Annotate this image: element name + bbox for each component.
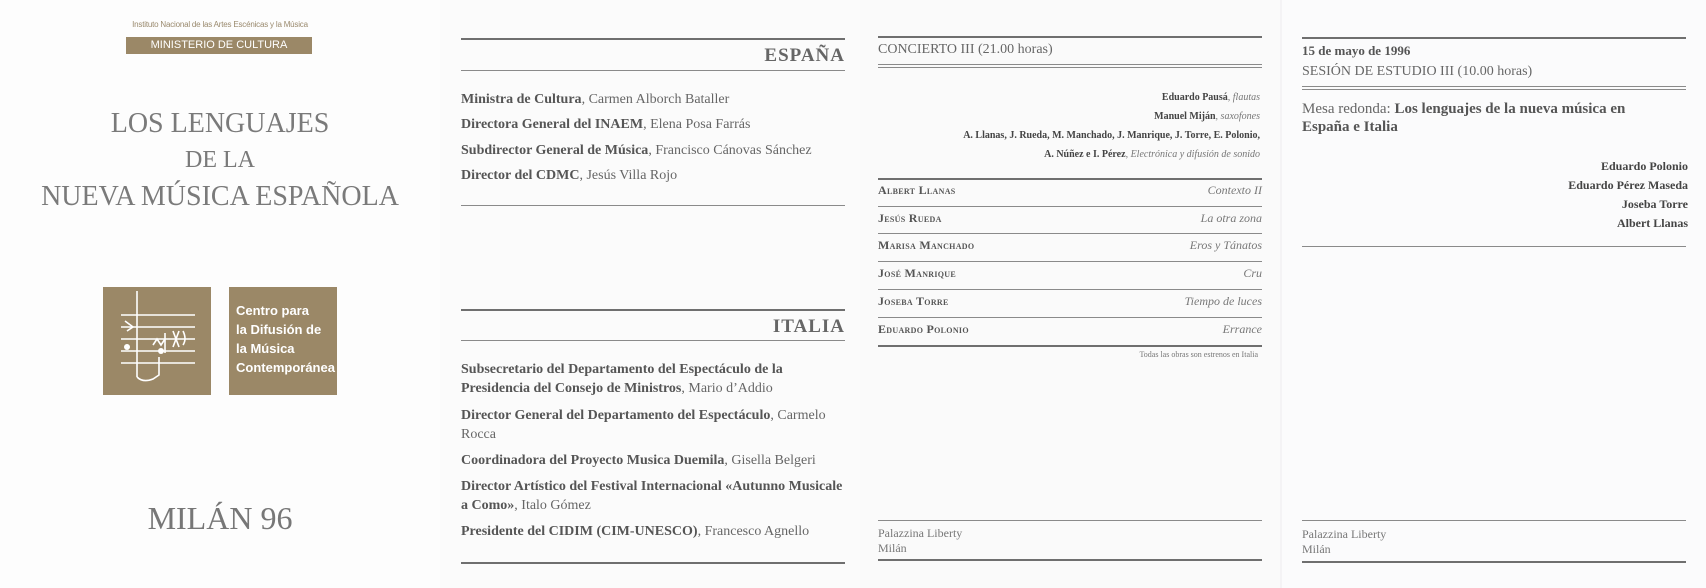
concert-title: CONCIERTO III (21.00 horas) <box>878 42 1053 57</box>
performer-role: , saxofones <box>1215 111 1260 122</box>
italy-entry-1 <box>461 360 851 398</box>
entry-role: Director General del Departamento del Espectáculo <box>461 408 771 423</box>
work-title: Errance <box>1222 322 1262 336</box>
spain-entry-2 <box>461 115 851 134</box>
divider <box>878 559 1262 561</box>
entry-role: Director del CDMC <box>461 168 580 183</box>
entry-name: , Carmen Alborch Bataller <box>581 92 730 107</box>
performer-4 <box>1044 145 1260 164</box>
roundtable <box>1302 100 1632 136</box>
entry-name: , Mario d’Addio <box>681 381 773 396</box>
composer-name: José Manrique <box>878 266 957 280</box>
cover-panel <box>0 0 440 588</box>
performer-name: A. Núñez e I. Pérez <box>1044 149 1126 160</box>
logo-line-1: Centro para <box>236 303 309 318</box>
italy-entry-4 <box>461 477 851 515</box>
title-line-2: DE LA <box>185 147 255 173</box>
entry-name: , Jesús Villa Rojo <box>579 168 678 183</box>
divider <box>878 67 1262 68</box>
participant-name: Albert Llanas <box>1616 216 1688 230</box>
participant-name: Eduardo Polonio <box>1600 159 1688 173</box>
premiere-note: Todas las obras son estrenos en Italia <box>1139 350 1258 359</box>
divider <box>1302 89 1686 90</box>
divider <box>878 233 1262 234</box>
divider <box>878 64 1262 65</box>
entry-role: Subdirector General de Música <box>461 143 649 158</box>
divider <box>461 562 845 564</box>
program-row <box>878 320 1262 342</box>
divider <box>1302 37 1686 39</box>
work-title: La otra zona <box>1200 211 1262 225</box>
program-row <box>878 264 1262 286</box>
roundtable-topic: Los lenguajes de la nueva música en España e Italia <box>1302 101 1626 135</box>
session-date: 15 de mayo de 1996 <box>1302 43 1411 58</box>
spain-entry-4 <box>461 166 851 185</box>
divider <box>878 178 1262 180</box>
music-notes-icon <box>103 287 211 395</box>
spain-header: ESPAÑA <box>764 45 845 66</box>
program-row <box>878 209 1262 231</box>
entry-role: Presidente del CIDIM (CIM-UNESCO) <box>461 524 698 539</box>
venue-city: Milán <box>1302 542 1331 556</box>
divider <box>1302 246 1686 247</box>
entry-name: , Francesco Agnello <box>697 524 810 539</box>
concert-panel <box>860 0 1280 588</box>
performer-name: Eduardo Pausá <box>1161 92 1228 103</box>
logo-line-4: Contemporánea <box>236 360 335 375</box>
cdmc-logo <box>229 287 337 395</box>
divider <box>878 36 1262 38</box>
performer-role: , flautas <box>1227 92 1260 103</box>
performer-role: , Electrónica y difusión de sonido <box>1125 149 1260 160</box>
entry-name: , Italo Gómez <box>514 498 591 513</box>
roundtable-label: Mesa redonda: <box>1302 101 1395 117</box>
composer-name: Jesús Rueda <box>878 211 942 225</box>
italy-entry-5 <box>461 522 851 541</box>
program-row <box>878 292 1262 314</box>
logo-line-3: la Música <box>236 341 295 356</box>
italy-entry-2 <box>461 406 851 444</box>
program-row <box>878 236 1262 258</box>
divider <box>878 206 1262 207</box>
divider <box>1302 520 1686 521</box>
participant <box>1622 195 1688 214</box>
performer-name: Manuel Miján <box>1154 111 1216 122</box>
work-title: Eros y Tánatos <box>1189 238 1262 252</box>
credits-panel <box>440 0 860 588</box>
venue-name: Palazzina Liberty <box>878 526 963 540</box>
session-title: SESIÓN DE ESTUDIO III (10.00 horas) <box>1302 64 1533 79</box>
entry-name: , Elena Posa Farrás <box>643 117 751 132</box>
participant-name: Joseba Torre <box>1621 197 1688 211</box>
entry-name: , Gisella Belgeri <box>724 453 816 468</box>
divider <box>1302 86 1686 87</box>
divider <box>461 309 845 311</box>
divider <box>461 340 845 341</box>
italy-header: ITALIA <box>772 316 845 337</box>
logo-line-2: la Difusión de <box>236 322 322 337</box>
divider <box>461 70 845 71</box>
venue <box>878 526 962 556</box>
work-title: Contexto II <box>1207 183 1262 197</box>
entry-role: Director Artístico del Festival Internacional «Autunno Musicale a Como» <box>461 479 843 513</box>
divider <box>878 520 1262 521</box>
divider <box>878 261 1262 262</box>
divider <box>878 345 1262 347</box>
composer-name: Eduardo Polonio <box>878 322 969 336</box>
entry-role: Subsecretario del Departamento del Espectáculo de la Presidencia del Consejo de Ministros <box>461 362 783 396</box>
venue-name: Palazzina Liberty <box>1302 527 1387 541</box>
composer-name: Albert Llanas <box>878 183 956 197</box>
participant-name: Eduardo Pérez Maseda <box>1568 178 1688 192</box>
music-score-logo <box>103 287 211 395</box>
performer-name: A. Llanas, J. Rueda, M. Manchado, J. Manrique, J. Torre, E. Polonio, <box>963 130 1260 141</box>
entry-name: , Carmelo Rocca <box>461 408 826 442</box>
program-row <box>878 181 1262 203</box>
entry-name: , Francisco Cánovas Sánchez <box>648 143 812 158</box>
ministry-banner: MINISTERIO DE CULTURA <box>126 37 312 54</box>
performer-2 <box>1154 107 1260 126</box>
entry-role: Directora General del INAEM <box>461 117 644 132</box>
venue-city: Milán <box>878 541 907 555</box>
composer-name: Marisa Manchado <box>878 238 975 252</box>
institute-name: Instituto Nacional de las Artes Escénicas y la Música <box>132 20 308 29</box>
composer-name: Joseba Torre <box>878 294 949 308</box>
italy-entry-3 <box>461 451 851 470</box>
venue <box>1302 527 1386 557</box>
participant <box>1617 214 1688 233</box>
work-title: Cru <box>1243 266 1262 280</box>
performer-3 <box>963 126 1260 145</box>
divider <box>878 289 1262 290</box>
participant <box>1601 157 1688 176</box>
cover-footer: MILÁN 96 <box>147 500 293 536</box>
divider <box>878 317 1262 318</box>
participant <box>1568 176 1688 195</box>
session-panel <box>1282 0 1706 588</box>
title-line-1: LOS LENGUAJES <box>110 108 330 139</box>
work-title: Tiempo de luces <box>1184 294 1262 308</box>
performer-1 <box>1162 88 1260 107</box>
divider <box>461 38 845 40</box>
spain-entry-1 <box>461 90 851 109</box>
divider <box>1302 561 1686 563</box>
title-line-3: NUEVA MÚSICA ESPAÑOLA <box>41 181 399 212</box>
divider <box>461 205 845 206</box>
entry-role: Coordinadora del Proyecto Musica Duemila <box>461 453 725 468</box>
entry-role: Ministra de Cultura <box>461 92 582 107</box>
spain-entry-3 <box>461 141 851 160</box>
